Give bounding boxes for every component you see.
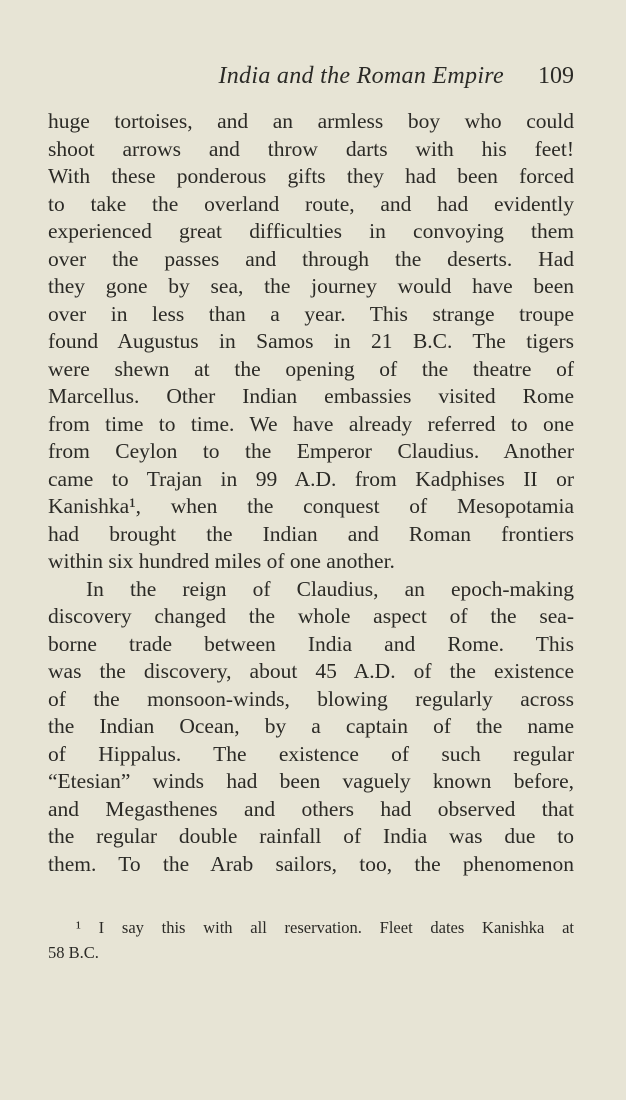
running-head [48,58,574,94]
running-head-title: India and the Roman Empire [218,63,504,89]
text-line: and Megasthenes and others had observed that [48,796,574,821]
text-line: Kanishka¹, when the conquest of Mesopotamia [48,494,574,518]
text-line: from Ceylon to the Emperor Claudius. Another [48,439,574,463]
footnote-line: ¹ I say this with all reservation. Fleet dates Kanishka at [76,918,574,937]
text-line: “Etesian” winds had been vaguely known before, [48,769,574,793]
footnote-line: 58 B.C. [48,943,99,962]
text-line: experienced great difficulties in convoying them [48,219,574,243]
text-line: were shewn at the opening of the theatre of [48,356,574,381]
text-line: they gone by sea, the journey would have been [48,274,574,298]
text-line: Marcellus. Other Indian embassies visited Rome [48,384,574,408]
text-line: from time to time. We have already referred to one [48,411,574,436]
body-text [48,108,574,878]
text-line: over in less than a year. This strange troupe [48,301,574,326]
paragraph-start-line: In the reign of Claudius, an epoch-making [86,576,574,601]
text-line: them. To the Arab sailors, too, the phenomenon [48,851,574,876]
text-line: discovery changed the whole aspect of the sea- [48,604,574,628]
paragraph-end-line: within six hundred miles of one another. [48,549,395,573]
text-line: to take the overland route, and had evidently [48,191,574,216]
text-line: With these ponderous gifts they had been forced [48,164,574,188]
text-line: came to Trajan in 99 A.D. from Kadphises II or [48,466,574,491]
text-line: was the discovery, about 45 A.D. of the existence [48,659,574,683]
text-line: the regular double rainfall of India was due to [48,824,574,848]
text-line: of the monsoon-winds, blowing regularly across [48,686,574,711]
text-line: huge tortoises, and an armless boy who could [48,109,574,133]
text-line: of Hippalus. The existence of such regular [48,741,574,766]
footnote [48,915,574,965]
text-line: had brought the Indian and Roman frontiers [48,521,574,546]
page-number: 109 [538,63,574,89]
text-line: found Augustus in Samos in 21 B.C. The tigers [48,329,574,353]
text-line: borne trade between India and Rome. This [48,631,574,656]
text-line: shoot arrows and throw darts with his feet! [48,136,574,161]
text-line: over the passes and through the deserts. Had [48,246,574,271]
text-line: the Indian Ocean, by a captain of the name [48,714,574,738]
